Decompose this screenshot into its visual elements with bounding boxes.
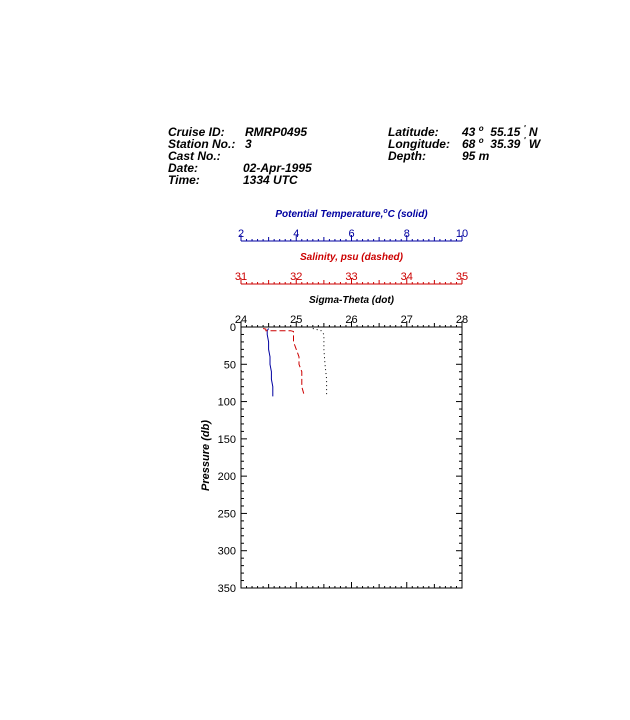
- sigma-tick-label: 25: [290, 314, 303, 326]
- longitude-minutes: 35.39: [490, 137, 521, 151]
- cast-label: Cast No.:: [168, 149, 221, 163]
- plot-frame: [241, 327, 462, 588]
- depth-label: Depth:: [388, 149, 426, 163]
- date-value: 02-Apr-1995: [243, 161, 312, 175]
- temperature-axis-title: [275, 208, 428, 220]
- sigma-tick-label: 26: [345, 314, 358, 326]
- station-label: Station No.:: [168, 137, 236, 151]
- temperature-axis-title-super: o: [383, 208, 388, 215]
- sigma-axis-title-text: Sigma-Theta (dot): [309, 295, 394, 306]
- pressure-axis: [200, 322, 462, 595]
- temperature-axis-title-text: Potential Temperature,: [275, 209, 384, 220]
- salinity-tick-label: 33: [345, 271, 358, 283]
- latitude-degrees: 43: [462, 125, 476, 139]
- temperature-tick-label: 8: [403, 228, 410, 240]
- temperature-profile-line: [267, 329, 273, 397]
- pressure-tick-label: 150: [217, 433, 236, 446]
- cruise-id-value: RMRP0495: [245, 125, 308, 139]
- pressure-tick-label: 0: [229, 322, 236, 334]
- sigma-axis-title: [309, 295, 395, 306]
- station-value: 3: [245, 137, 252, 151]
- longitude-hemisphere: W: [528, 137, 541, 151]
- depth-value: 95 m: [462, 149, 490, 163]
- pressure-tick-label: 100: [217, 396, 236, 409]
- temperature-tick-label: 2: [237, 228, 245, 240]
- date-label: Date:: [168, 161, 199, 175]
- cruise-id-label: Cruise ID:: [168, 125, 225, 139]
- temperature-tick-label: 6: [348, 228, 355, 240]
- pressure-tick-label: 250: [217, 508, 236, 521]
- latitude-minute-mark: ': [523, 124, 526, 133]
- salinity-tick-label: 34: [400, 271, 413, 283]
- pressure-axis-label: Pressure (db): [200, 420, 212, 491]
- longitude-minute-mark: ': [523, 136, 526, 145]
- pressure-tick-label: 200: [217, 471, 236, 484]
- pressure-tick-label: 50: [223, 359, 236, 372]
- temperature-axis: [238, 208, 468, 241]
- latitude-minutes: 55.15: [490, 125, 521, 139]
- temperature-tick-label: 10: [455, 228, 469, 240]
- longitude-degrees: 68: [462, 137, 476, 151]
- latitude-hemisphere: N: [528, 125, 538, 139]
- salinity-tick-label: 35: [455, 271, 469, 283]
- salinity-tick-label: 32: [290, 271, 303, 283]
- sigma-profile-line: [313, 329, 327, 397]
- sigma-tick-label: 28: [455, 314, 469, 326]
- latitude-label: Latitude:: [388, 125, 439, 139]
- temperature-axis-title-rest: C (solid): [387, 209, 428, 220]
- salinity-axis-title-text: Salinity, psu (dashed): [300, 252, 403, 263]
- salinity-axis: [235, 252, 468, 284]
- time-label: Time:: [168, 173, 200, 187]
- longitude-degree-mark: o: [478, 136, 484, 145]
- latitude-degree-mark: o: [478, 124, 484, 133]
- salinity-axis-title: [300, 252, 404, 263]
- sigma-axis: [235, 295, 468, 588]
- time-value: 1334 UTC: [243, 173, 298, 187]
- salinity-tick-label: 31: [234, 271, 248, 283]
- sigma-tick-label: 27: [400, 314, 413, 326]
- longitude-label: Longitude:: [388, 137, 450, 151]
- salinity-profile-line: [263, 329, 304, 397]
- sigma-tick-label: 24: [234, 314, 248, 326]
- temperature-tick-label: 4: [293, 228, 300, 240]
- pressure-tick-label: 300: [217, 545, 236, 558]
- pressure-tick-label: 350: [217, 583, 236, 595]
